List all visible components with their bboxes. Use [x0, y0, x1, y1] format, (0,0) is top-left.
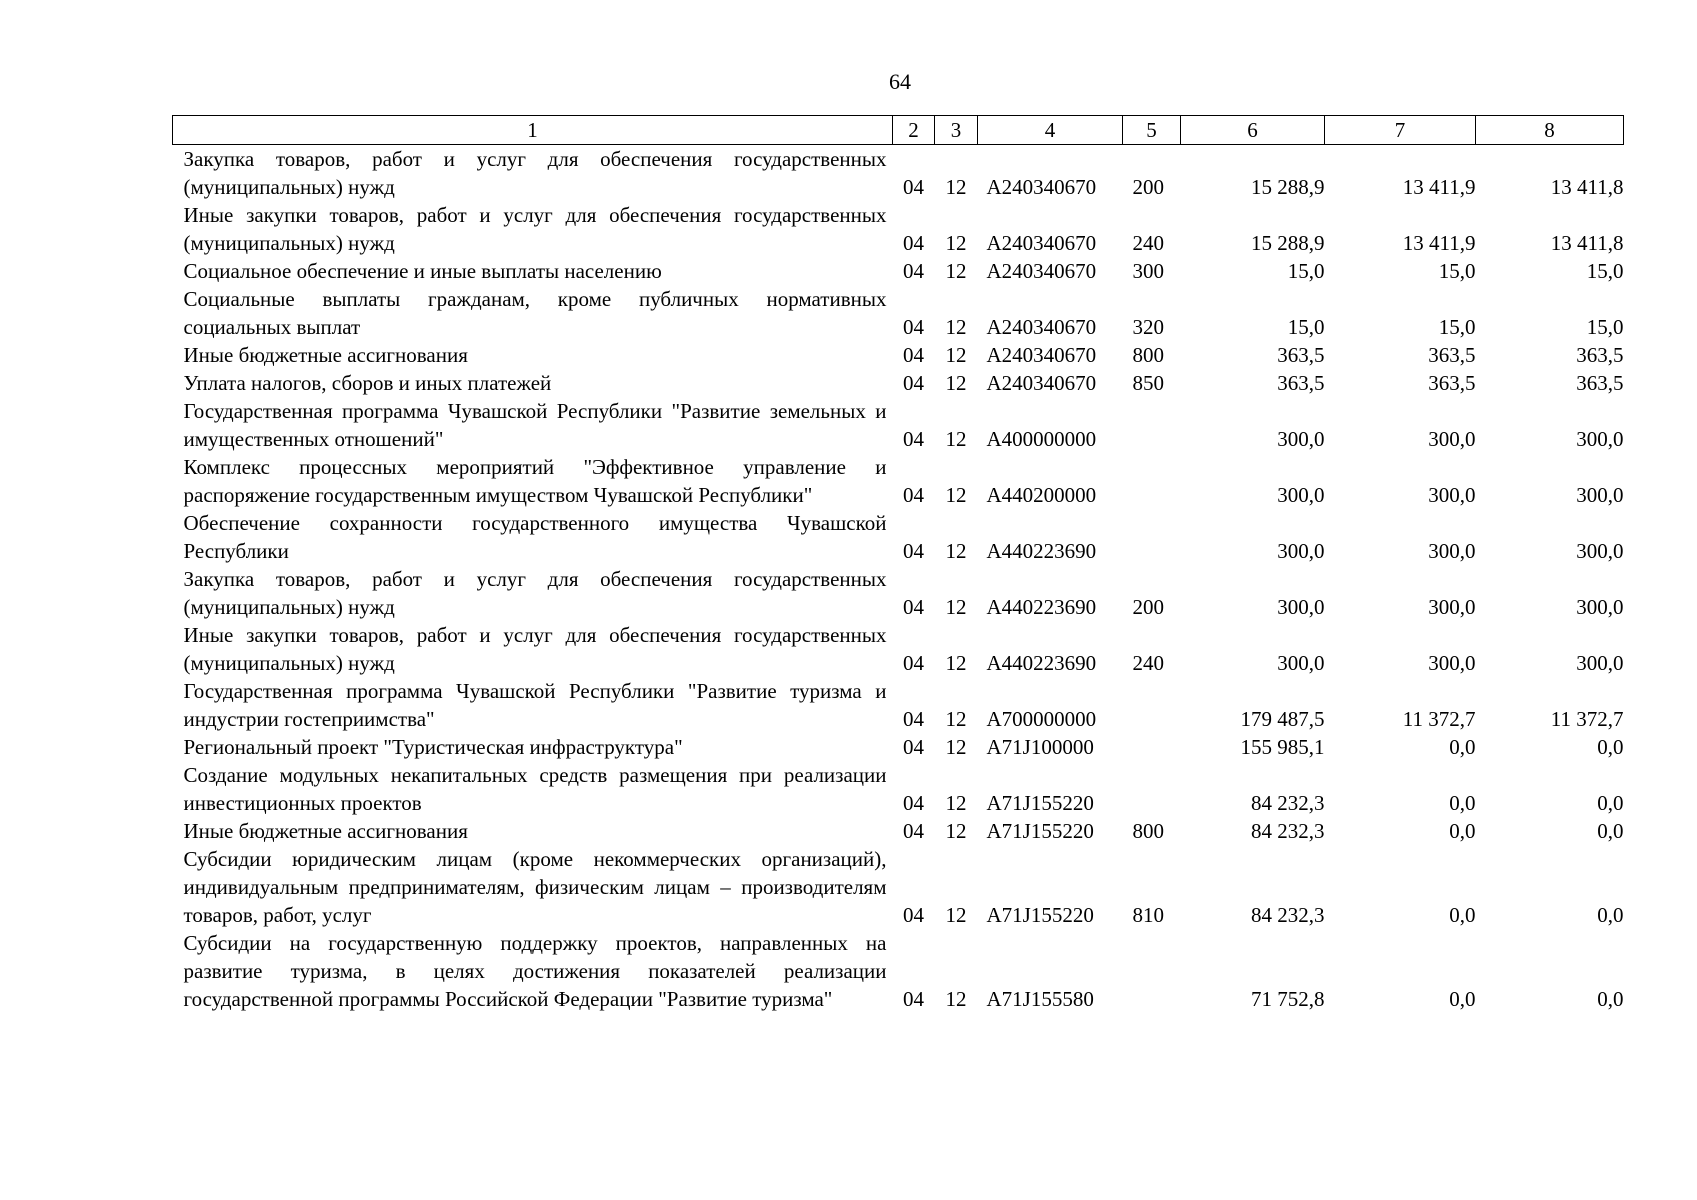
amount-col6: 155 985,1: [1240, 735, 1325, 759]
expense-type-code: 800: [1132, 819, 1164, 843]
amount-col8: 0,0: [1597, 791, 1624, 815]
amount-col8: 15,0: [1586, 259, 1624, 283]
amount-col6: 300,0: [1277, 427, 1325, 451]
row-name: Закупка товаров, работ и услуг для обеспечения государственных (муниципальных) нужд: [183, 567, 887, 619]
column-header: 6: [1181, 116, 1325, 145]
subsection-code: 12: [945, 903, 967, 927]
amount-col7: 0,0: [1449, 987, 1476, 1011]
amount-col6: 363,5: [1277, 371, 1325, 395]
section-code: 04: [903, 819, 924, 843]
subsection-code: 12: [945, 175, 967, 199]
target-article-code: А71J100000: [986, 735, 1094, 759]
amount-col7: 363,5: [1428, 343, 1476, 367]
subsection-code: 12: [945, 735, 967, 759]
section-code: 04: [903, 259, 924, 283]
subsection-code: 12: [945, 651, 967, 675]
section-code: 04: [903, 903, 924, 927]
amount-col7: 363,5: [1428, 371, 1476, 395]
subsection-code: 12: [945, 819, 967, 843]
row-name: Уплата налогов, сборов и иных платежей: [183, 371, 552, 395]
amount-col8: 15,0: [1586, 315, 1624, 339]
target-article-code: А240340670: [986, 371, 1097, 395]
section-code: 04: [903, 651, 924, 675]
row-name: Создание модульных некапитальных средств размещения при реализации инвестиционных проектов: [183, 763, 887, 815]
subsection-code: 12: [945, 259, 967, 283]
target-article-code: А240340670: [986, 343, 1097, 367]
row-name: Региональный проект "Туристическая инфраструктура": [183, 735, 683, 759]
amount-col8: 0,0: [1597, 735, 1624, 759]
expense-type-code: 810: [1132, 903, 1164, 927]
subsection-code: 12: [945, 231, 967, 255]
target-article-code: А700000000: [986, 707, 1097, 731]
section-code: 04: [903, 343, 924, 367]
expense-type-code: [1123, 761, 1181, 817]
table-row: [173, 341, 1624, 369]
target-article-code: А240340670: [986, 259, 1097, 283]
row-name: Субсидии на государственную поддержку проектов, направленных на развитие туризма, в целях достижения показателей реализации государственной программы Российской Федерации "Развитие туризма": [183, 931, 887, 1011]
amount-col6: 300,0: [1277, 539, 1325, 563]
section-code: 04: [903, 987, 924, 1011]
row-name: Иные бюджетные ассигнования: [183, 343, 468, 367]
row-name: Иные закупки товаров, работ и услуг для обеспечения государственных (муниципальных) нужд: [183, 623, 887, 675]
table-row: [173, 369, 1624, 397]
amount-col7: 15,0: [1438, 259, 1476, 283]
amount-col7: 0,0: [1449, 735, 1476, 759]
amount-col6: 15 288,9: [1251, 175, 1325, 199]
amount-col8: 13 411,8: [1550, 175, 1624, 199]
expense-type-code: [1123, 677, 1181, 733]
expense-type-code: 800: [1132, 343, 1164, 367]
row-name: Иные закупки товаров, работ и услуг для обеспечения государственных (муниципальных) нужд: [183, 203, 887, 255]
target-article-code: А240340670: [986, 315, 1097, 339]
amount-col7: 300,0: [1428, 539, 1476, 563]
target-article-code: А71J155220: [986, 791, 1094, 815]
header-row: [173, 116, 1624, 145]
table-row: [173, 145, 1624, 202]
amount-col7: 0,0: [1449, 903, 1476, 927]
row-name: Социальное обеспечение и иные выплаты населению: [183, 259, 662, 283]
section-code: 04: [903, 427, 924, 451]
column-header: 4: [978, 116, 1123, 145]
subsection-code: 12: [945, 987, 967, 1011]
table-row: [173, 453, 1624, 509]
table-row: [173, 845, 1624, 929]
column-header: 1: [173, 116, 893, 145]
table-header: [173, 116, 1624, 145]
expense-type-code: 320: [1132, 315, 1164, 339]
section-code: 04: [903, 483, 924, 507]
amount-col6: 363,5: [1277, 343, 1325, 367]
amount-col8: 300,0: [1576, 595, 1624, 619]
expense-type-code: 240: [1132, 651, 1164, 675]
section-code: 04: [903, 315, 924, 339]
subsection-code: 12: [945, 595, 967, 619]
amount-col8: 300,0: [1576, 651, 1624, 675]
expense-type-code: 240: [1132, 231, 1164, 255]
section-code: 04: [903, 707, 924, 731]
column-header: 3: [935, 116, 978, 145]
expense-type-code: [1123, 453, 1181, 509]
section-code: 04: [903, 231, 924, 255]
amount-col6: 84 232,3: [1251, 903, 1325, 927]
table-row: [173, 201, 1624, 257]
amount-col6: 300,0: [1277, 483, 1325, 507]
section-code: 04: [903, 735, 924, 759]
amount-col7: 300,0: [1428, 427, 1476, 451]
table-row: [173, 397, 1624, 453]
row-name: Государственная программа Чувашской Республики "Развитие земельных и имущественных отношений": [183, 399, 887, 451]
row-name: Социальные выплаты гражданам, кроме публичных нормативных социальных выплат: [183, 287, 887, 339]
target-article-code: А440223690: [986, 651, 1097, 675]
amount-col8: 300,0: [1576, 539, 1624, 563]
expense-type-code: [1123, 733, 1181, 761]
amount-col6: 300,0: [1277, 651, 1325, 675]
table-row: [173, 733, 1624, 761]
target-article-code: А71J155220: [986, 819, 1094, 843]
expense-type-code: [1123, 929, 1181, 1013]
row-name: Иные бюджетные ассигнования: [183, 819, 468, 843]
amount-col6: 71 752,8: [1251, 987, 1325, 1011]
subsection-code: 12: [945, 427, 967, 451]
amount-col7: 300,0: [1428, 483, 1476, 507]
section-code: 04: [903, 371, 924, 395]
target-article-code: А240340670: [986, 175, 1097, 199]
target-article-code: А71J155220: [986, 903, 1094, 927]
subsection-code: 12: [945, 791, 967, 815]
row-name: Закупка товаров, работ и услуг для обеспечения государственных (муниципальных) нужд: [183, 147, 887, 199]
amount-col8: 13 411,8: [1550, 231, 1624, 255]
column-header: 5: [1123, 116, 1181, 145]
amount-col8: 363,5: [1576, 371, 1624, 395]
target-article-code: А440200000: [986, 483, 1097, 507]
column-header: 8: [1476, 116, 1624, 145]
budget-table: [172, 115, 1624, 1013]
table-row: [173, 761, 1624, 817]
subsection-code: 12: [945, 707, 967, 731]
subsection-code: 12: [945, 315, 967, 339]
expense-type-code: 200: [1132, 595, 1164, 619]
expense-type-code: [1123, 509, 1181, 565]
target-article-code: А440223690: [986, 595, 1097, 619]
amount-col6: 84 232,3: [1251, 791, 1325, 815]
subsection-code: 12: [945, 343, 967, 367]
subsection-code: 12: [945, 371, 967, 395]
table-body: [173, 145, 1624, 1014]
amount-col8: 11 372,7: [1550, 707, 1624, 731]
table-row: [173, 621, 1624, 677]
target-article-code: А240340670: [986, 231, 1097, 255]
amount-col7: 300,0: [1428, 651, 1476, 675]
amount-col6: 15,0: [1287, 315, 1325, 339]
target-article-code: А440223690: [986, 539, 1097, 563]
amount-col6: 15 288,9: [1251, 231, 1325, 255]
table-row: [173, 285, 1624, 341]
table-row: [173, 929, 1624, 1013]
section-code: 04: [903, 175, 924, 199]
row-name: Обеспечение сохранности государственного имущества Чувашской Республики: [183, 511, 887, 563]
subsection-code: 12: [945, 539, 967, 563]
column-header: 2: [893, 116, 935, 145]
expense-type-code: 850: [1132, 371, 1164, 395]
table-row: [173, 565, 1624, 621]
section-code: 04: [903, 595, 924, 619]
subsection-code: 12: [945, 483, 967, 507]
row-name: Государственная программа Чувашской Республики "Развитие туризма и индустрии гостеприимства": [183, 679, 887, 731]
amount-col7: 0,0: [1449, 791, 1476, 815]
table-row: [173, 677, 1624, 733]
amount-col7: 13 411,9: [1402, 231, 1476, 255]
amount-col8: 0,0: [1597, 987, 1624, 1011]
amount-col6: 300,0: [1277, 595, 1325, 619]
expense-type-code: [1123, 397, 1181, 453]
table-row: [173, 257, 1624, 285]
expense-type-code: 200: [1132, 175, 1164, 199]
amount-col8: 300,0: [1576, 483, 1624, 507]
amount-col8: 300,0: [1576, 427, 1624, 451]
expense-type-code: 300: [1132, 259, 1164, 283]
column-header: 7: [1325, 116, 1476, 145]
amount-col8: 363,5: [1576, 343, 1624, 367]
page-number: 64: [889, 69, 911, 94]
amount-col7: 11 372,7: [1402, 707, 1476, 731]
amount-col7: 15,0: [1438, 315, 1476, 339]
section-code: 04: [903, 791, 924, 815]
table-row: [173, 817, 1624, 845]
amount-col7: 13 411,9: [1402, 175, 1476, 199]
row-name: Комплекс процессных мероприятий "Эффективное управление и распоряжение государственным имуществом Чувашской Республики": [183, 455, 887, 507]
target-article-code: А400000000: [986, 427, 1097, 451]
row-name: Субсидии юридическим лицам (кроме некоммерческих организаций), индивидуальным предпринимателям, физическим лицам – производителям товаров, работ, услуг: [183, 847, 887, 927]
target-article-code: А71J155580: [986, 987, 1094, 1011]
amount-col6: 179 487,5: [1240, 707, 1325, 731]
amount-col6: 15,0: [1287, 259, 1325, 283]
amount-col8: 0,0: [1597, 819, 1624, 843]
amount-col6: 84 232,3: [1251, 819, 1325, 843]
amount-col7: 300,0: [1428, 595, 1476, 619]
table-row: [173, 509, 1624, 565]
section-code: 04: [903, 539, 924, 563]
amount-col8: 0,0: [1597, 903, 1624, 927]
amount-col7: 0,0: [1449, 819, 1476, 843]
